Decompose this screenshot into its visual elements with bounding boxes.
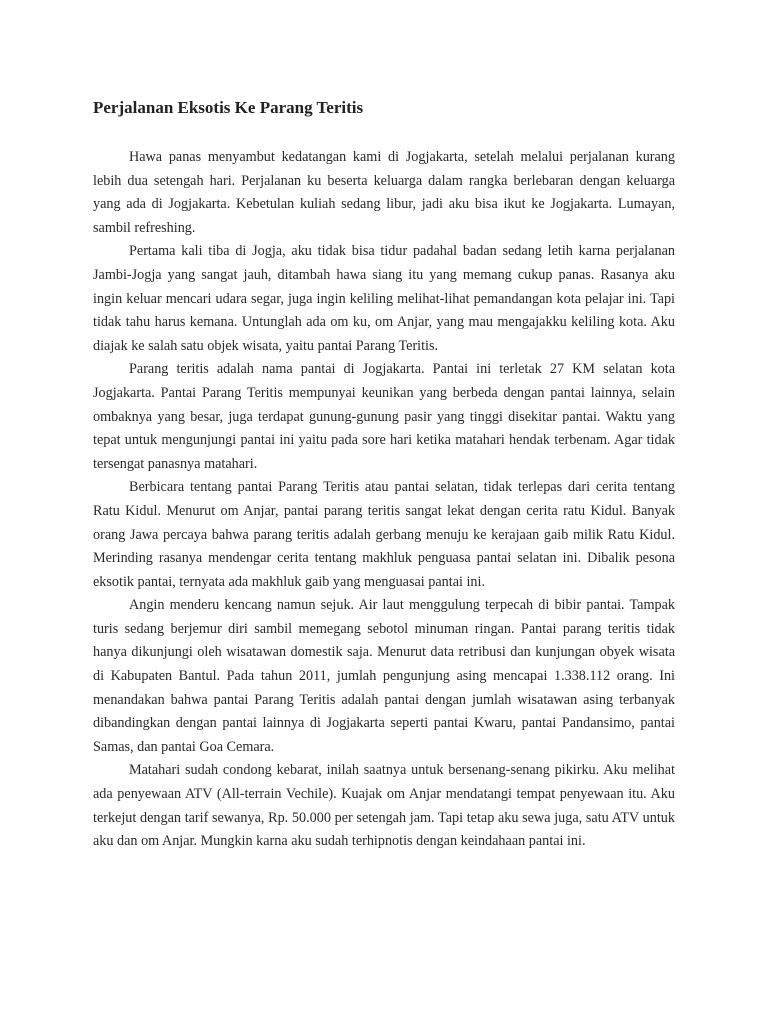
paragraph: Hawa panas menyambut kedatangan kami di Jogjakarta, setelah melalui perjalanan kurang lebih dua setengah hari. Perjalanan ku beserta keluarga dalam rangka berlebaran dengan keluarga yang ada di Jogjakarta. Kebetulan kuliah sedang libur, jadi aku bisa ikut ke Jogjakarta. Lumayan, sambil refreshing.: [93, 149, 675, 236]
paragraph: Parang teritis adalah nama pantai di Jogjakarta. Pantai ini terletak 27 KM selatan kota Jogjakarta. Pantai Parang Teritis mempunyai keunikan yang berbeda dengan pantai lainnya, selain ombaknya yang besar, juga terdapat gunung-gunung pasir yang tinggi disekitar pantai. Waktu yang tepat untuk mengunjungi pantai ini yaitu pada sore hari ketika matahari hendak terbenam. Agar tidak tersengat panasnya matahari.: [93, 361, 675, 472]
paragraph: Angin menderu kencang namun sejuk. Air laut menggulung terpecah di bibir pantai. Tampak turis sedang berjemur diri sambil memegang sebotol minuman ringan. Pantai parang teritis tidak hanya dikunjungi oleh wisatawan domestik saja. Menurut data retribusi dan kunjungan obyek wisata di Kabupaten Bantul. Pada tahun 2011, jumlah pengunjung asing mencapai 1.338.112 orang. Ini menandakan bahwa pantai Parang Teritis adalah pantai dengan jumlah wisatawan asing terbanyak dibandingkan dengan pantai lainnya di Jogjakarta seperti pantai Kwaru, pantai Pandansimo, pantai Samas, dan pantai Goa Cemara.: [93, 597, 675, 755]
paragraph: Berbicara tentang pantai Parang Teritis atau pantai selatan, tidak terlepas dari cerita tentang Ratu Kidul. Menurut om Anjar, pantai parang teritis sangat lekat dengan cerita ratu Kidul. Banyak orang Jawa percaya bahwa parang teritis adalah gerbang menuju ke kerajaan gaib milik Ratu Kidul. Merinding rasanya mendengar cerita tentang makhluk penguasa pantai selatan ini. Dibalik pesona eksotik pantai, ternyata ada makhluk gaib yang menguasai pantai ini.: [93, 479, 675, 590]
paragraph: Pertama kali tiba di Jogja, aku tidak bisa tidur padahal badan sedang letih karna perjalanan Jambi-Jogja yang sangat jauh, ditambah hawa siang itu yang memang cukup panas. Rasanya aku ingin keluar mencari udara segar, juga ingin keliling melihat-lihat pemandangan kota pelajar ini. Tapi tidak tahu harus kemana. Untunglah ada om ku, om Anjar, yang mau mengajakku keliling kota. Aku diajak ke salah satu objek wisata, yaitu pantai Parang Teritis.: [93, 243, 675, 354]
paragraph: Matahari sudah condong kebarat, inilah saatnya untuk bersenang-senang pikirku. Aku melihat ada penyewaan ATV (All-terrain Vechile). Kuajak om Anjar mendatangi tempat penyewaan itu. Aku terkejut dengan tarif sewanya, Rp. 50.000 per setengah jam. Tapi tetap aku sewa juga, satu ATV untuk aku dan om Anjar. Mungkin karna aku sudah terhipnotis dengan keindahaan pantai ini.: [93, 762, 675, 850]
document-title: Perjalanan Eksotis Ke Parang Teritis: [93, 98, 364, 117]
document-body: [93, 146, 675, 854]
